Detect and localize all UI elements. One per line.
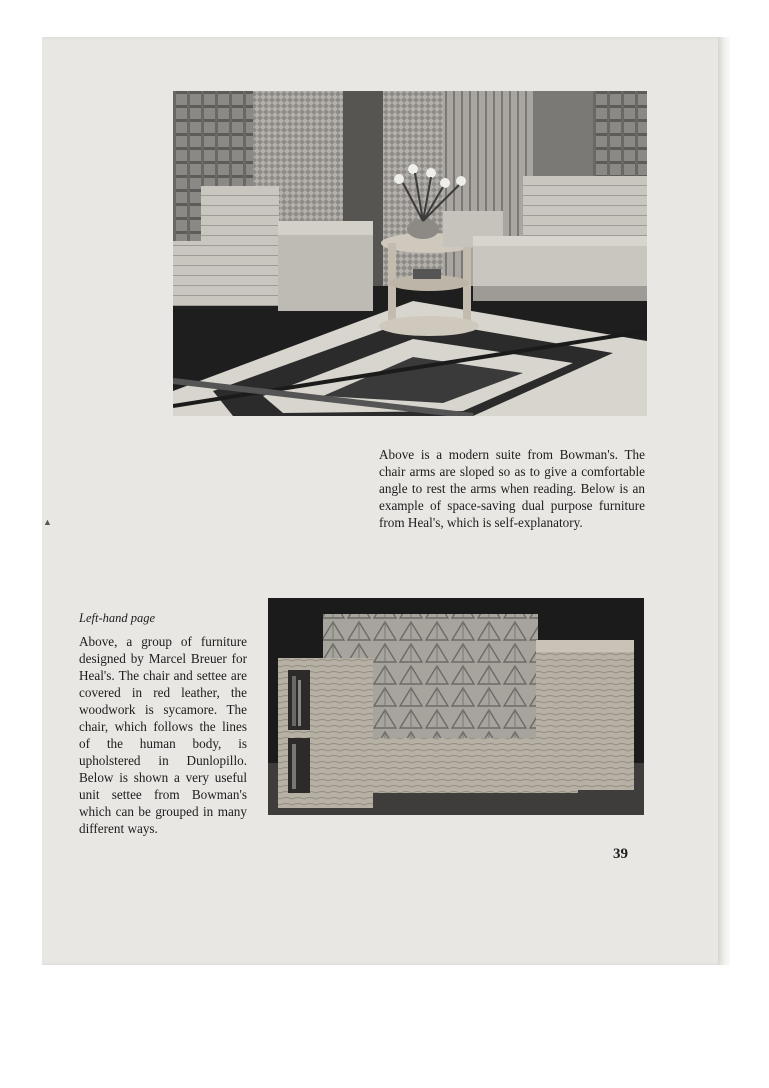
photo-unit-settee bbox=[268, 598, 644, 815]
caption-heading-left-hand-page: Left-hand page bbox=[79, 611, 156, 625]
page-edge bbox=[718, 37, 730, 965]
caption-top-photo: Above is a modern suite from Bowman's. The chair arms are sloped so as to give a comfortable angle to rest the arms when reading. Below is an example of space-saving dual purpose furniture from Heal's, which is self-explanatory. bbox=[379, 447, 645, 530]
caption-left-hand-page: Above, a group of furniture designed by Marcel Breuer for Heal's. The chair and settee are covered in red leather, the woodwork is sycamore. The chair, which follows the lines of the human body, is upholstered in Dunlopillo. Below is shown a very useful unit settee from Bowman's which can be grouped in many different ways. bbox=[79, 634, 247, 836]
photo-bowmans-suite bbox=[173, 91, 647, 416]
page-number: 39 bbox=[613, 846, 628, 862]
margin-mark: ▲ bbox=[43, 517, 52, 527]
